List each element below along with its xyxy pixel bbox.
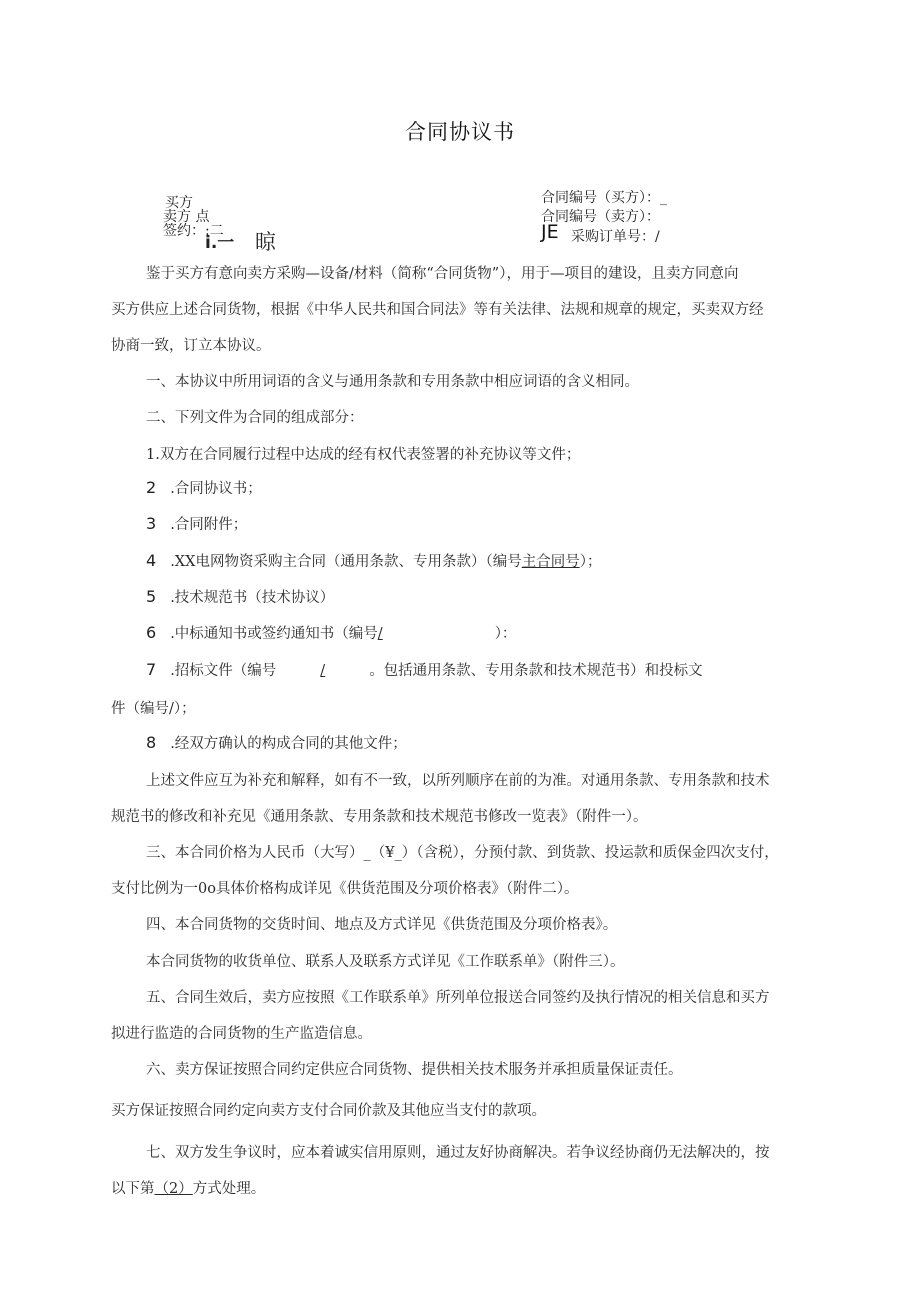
doc-item-2-number: 2: [146, 478, 157, 497]
precedence-line-2: 规范书的修改和补充见《通用条款、专用条款和技术规范书修改一览表》（附件一）。: [111, 809, 648, 825]
doc-item-7-rest: 。包括通用条款、专用条款和技术规范书）和投标文: [369, 663, 703, 679]
purchase-order-number: 采购订单号：/: [571, 229, 660, 245]
doc-item-7-line-2: 件（编号/）；: [111, 701, 196, 717]
doc-item-8-number: 8: [146, 733, 157, 752]
buyer-label: 买方: [165, 195, 193, 211]
order-prefix: JE: [541, 221, 559, 243]
clause-4-line-2: 本合同货物的收货单位、联系人及联系方式详见《工作联系单》（附件三）。: [146, 954, 625, 970]
main-contract-number: 主合同号: [521, 554, 580, 570]
doc-item-8-text: .经双方确认的构成合同的其他文件；: [170, 736, 407, 752]
doc-item-7: [146, 659, 703, 680]
doc-item-5-number: 5: [146, 587, 157, 606]
clause-6-line-1: 六、卖方保证按照合同约定供应合同货物、提供相关技术服务并承担质量保证责任。: [146, 1062, 683, 1078]
doc-item-4-end: ）；: [579, 554, 602, 570]
doc-item-4-text: .XX电网物资采购主合同（通用条款、专用条款）（编号: [170, 554, 522, 570]
doc-item-3-text: .合同附件；: [170, 517, 248, 533]
doc-item-2-text: .合同协议书；: [170, 481, 262, 497]
clause-3-line-1: 三、本合同价格为人民币（大写）_（¥_）（含税），分预付款、到货款、投运款和质保金四次支付，: [146, 845, 779, 861]
doc-item-6-end: ）：: [494, 626, 517, 642]
contract-number-seller: 合同编号（卖方）：: [541, 209, 660, 225]
clause-4-line-1: 四、本合同货物的交货时间、地点及方式详见《供货范围及分项价格表》。: [146, 917, 618, 933]
clause-5-line-2: 拟进行监造的合同货物的生产监造信息。: [111, 1026, 372, 1042]
signing-mark: ⅰ.一: [205, 233, 235, 253]
doc-item-7-text: .招标文件（编号: [170, 663, 277, 679]
doc-item-2: [146, 477, 262, 498]
contract-number-buyer: 合同编号（买方）：_: [541, 190, 667, 206]
doc-item-6: [146, 622, 516, 643]
doc-item-4-number: 4: [146, 551, 157, 570]
clause-3-line-2: 支付比例为一0o具体价格构成详见《供货范围及分项价格表》（附件二）。: [111, 881, 579, 897]
intro-line-1: 鉴于买方有意向卖方采购—设备/材料（简称“合同货物”），用于—项目的建设，且卖方同意向: [146, 266, 739, 282]
intro-line-3: 协商一致，订立本协议。: [111, 338, 271, 354]
page-title: 合同协议书: [405, 120, 515, 144]
clause-7-line-2: [111, 1177, 265, 1198]
doc-item-3-number: 3: [146, 514, 157, 533]
doc-item-5: [146, 586, 334, 607]
doc-item-7-number: 7: [146, 660, 157, 679]
clause-5-line-1: 五、合同生效后，卖方应按照《工作联系单》所列单位报送合同签约及执行情况的相关信息和买方: [146, 990, 770, 1006]
signing-label: 签约：:二: [163, 223, 224, 239]
signing-place-text: 晾: [255, 230, 276, 254]
clause-1: 一、本协议中所用词语的含义与通用条款和专用条款中相应词语的含义相同。: [146, 374, 639, 390]
doc-item-8: [146, 732, 407, 753]
precedence-line-1: 上述文件应互为补充和解释，如有不一致，以所列顺序在前的为准。对通用条款、专用条款和技术: [146, 773, 770, 789]
dispute-method-choice: （2）: [154, 1181, 193, 1197]
doc-item-1: 1.双方在合同履行过程中达成的经有权代表签署的补充协议等文件；: [146, 447, 581, 463]
doc-item-5-text: .技术规范书（技术协议）: [170, 590, 335, 606]
doc-item-4: [146, 550, 601, 571]
doc-item-6-number: 6: [146, 623, 157, 642]
clause-2: 二、下列文件为合同的组成部分：: [146, 410, 364, 426]
intro-line-2: 买方供应上述合同货物，根据《中华人民共和国合同法》等有关法律、法规和规章的规定，买卖双方经: [111, 302, 764, 318]
doc-item-3: [146, 513, 247, 534]
clause-6-line-2: 买方保证按照合同约定向卖方支付合同价款及其他应当支付的款项。: [111, 1103, 546, 1119]
clause-7-suffix: 方式处理。: [192, 1181, 266, 1197]
award-notice-number: /: [377, 626, 383, 642]
doc-item-6-text: .中标通知书或签约通知书（编号: [170, 626, 378, 642]
seller-label: 卖方 点: [163, 209, 210, 225]
clause-7-prefix: 以下第: [111, 1181, 155, 1197]
tender-document-number: /: [320, 663, 326, 679]
clause-7-line-1: 七、双方发生争议时，应本着诚实信用原则，通过友好协商解决。若争议经协商仍无法解决的，按: [146, 1145, 770, 1161]
